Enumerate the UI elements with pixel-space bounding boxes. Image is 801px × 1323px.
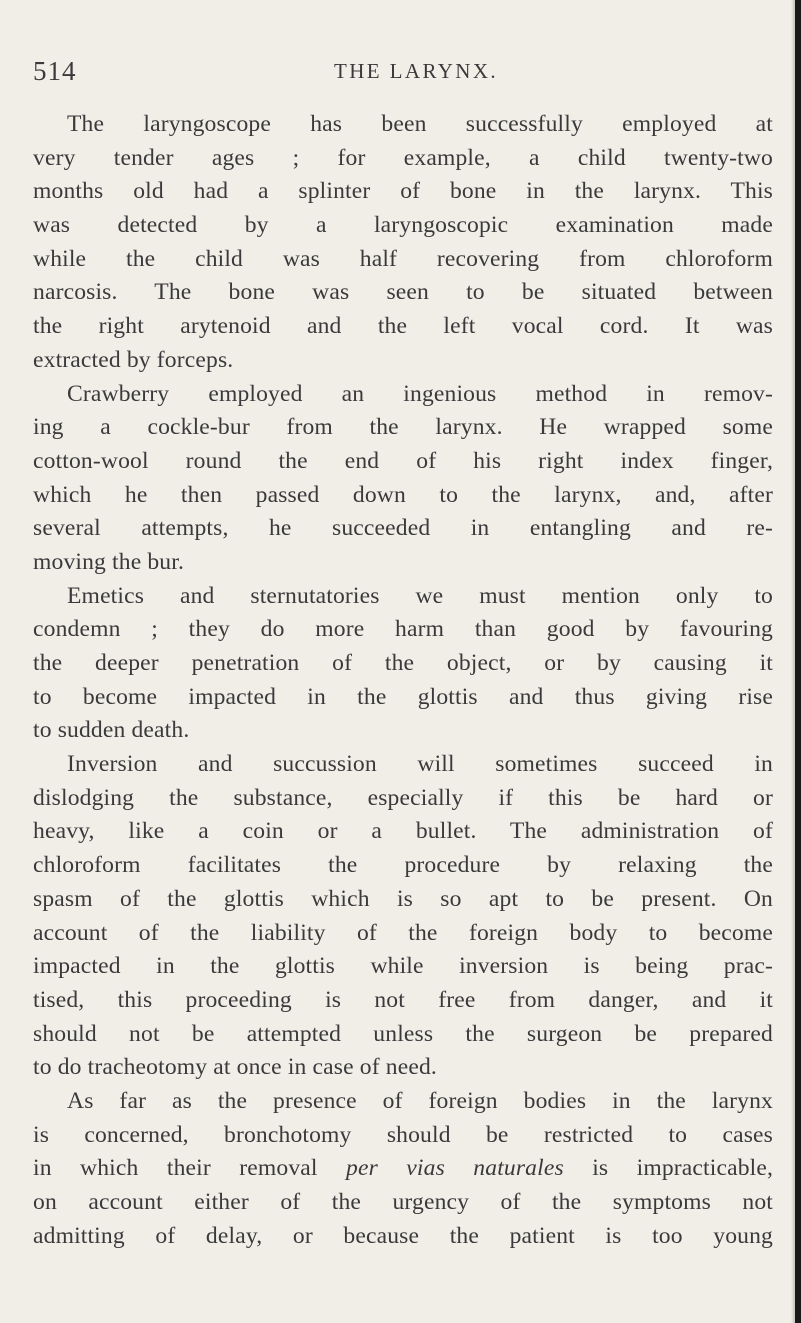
text-line: to become impacted in the glottis and thus giving rise: [33, 683, 773, 710]
text-line: narcosis. The bone was seen to be situated between: [33, 279, 773, 306]
text-line: to do tracheotomy at once in case of need.: [33, 1054, 437, 1081]
text-line: Emetics and sternutatories we must mention only to: [67, 582, 773, 609]
text-line: impacted in the glottis while inversion is being prac-: [33, 953, 773, 980]
text-line: dislodging the substance, especially if this be hard or: [33, 784, 773, 811]
text-line: the deeper penetration of the object, or by causing it: [33, 650, 773, 676]
text-line: was detected by a laryngoscopic examination made: [33, 212, 773, 239]
text-line: the right arytenoid and the left vocal cord. It was: [33, 313, 773, 340]
text-line: moving the bur.: [33, 548, 185, 575]
text-line: very tender ages ; for example, a child twenty-two: [33, 144, 773, 171]
text-line: is concerned, bronchotomy should be restricted to cases: [33, 1121, 773, 1148]
text-line: ing a cockle-bur from the larynx. He wrapped some: [33, 414, 773, 441]
text-line-with-italic: [33, 1152, 773, 1186]
page-header: [0, 56, 801, 88]
body-text: [33, 108, 773, 1253]
text-line: Inversion and succussion will sometimes succeed in: [67, 751, 773, 778]
running-head: THE LARYNX.: [334, 59, 499, 83]
text-line: several attempts, he succeeded in entangling and re-: [33, 515, 773, 542]
text-line: Crawberry employed an ingenious method in remov-: [67, 380, 773, 407]
text-line: months old had a splinter of bone in the larynx. This: [33, 178, 773, 205]
page-number: 514: [33, 56, 77, 86]
text-line: which he then passed down to the larynx, and, after: [33, 481, 773, 508]
text-line: chloroform facilitates the procedure by relaxing the: [33, 852, 773, 879]
latin-phrase: per vias naturales: [346, 1155, 564, 1182]
text-line: As far as the presence of foreign bodies in the larynx: [67, 1087, 773, 1114]
text-line: spasm of the glottis which is so apt to be present. On: [33, 885, 773, 912]
text-segment: is impracticable,: [563, 1155, 774, 1182]
text-line: heavy, like a coin or a bullet. The administration of: [33, 818, 773, 845]
text-segment: in which their removal: [33, 1155, 346, 1182]
text-line: tised, this proceeding is not free from danger, and it: [33, 986, 773, 1013]
text-line: admitting of delay, or because the patient is too young: [33, 1222, 773, 1249]
text-line: account of the liability of the foreign body to become: [33, 919, 773, 946]
text-line: on account either of the urgency of the symptoms not: [33, 1189, 773, 1215]
text-line: extracted by forceps.: [33, 346, 234, 373]
text-line: cotton-wool round the end of his right index finger,: [33, 447, 773, 474]
text-line: should not be attempted unless the surgeon be prepared: [33, 1020, 773, 1047]
text-line: The laryngoscope has been successfully employed at: [67, 111, 773, 137]
text-line: to sudden death.: [33, 717, 190, 744]
page-edge: [795, 0, 801, 1323]
text-line: condemn ; they do more harm than good by favouring: [33, 616, 773, 643]
text-line: while the child was half recovering from chloroform: [33, 245, 773, 272]
